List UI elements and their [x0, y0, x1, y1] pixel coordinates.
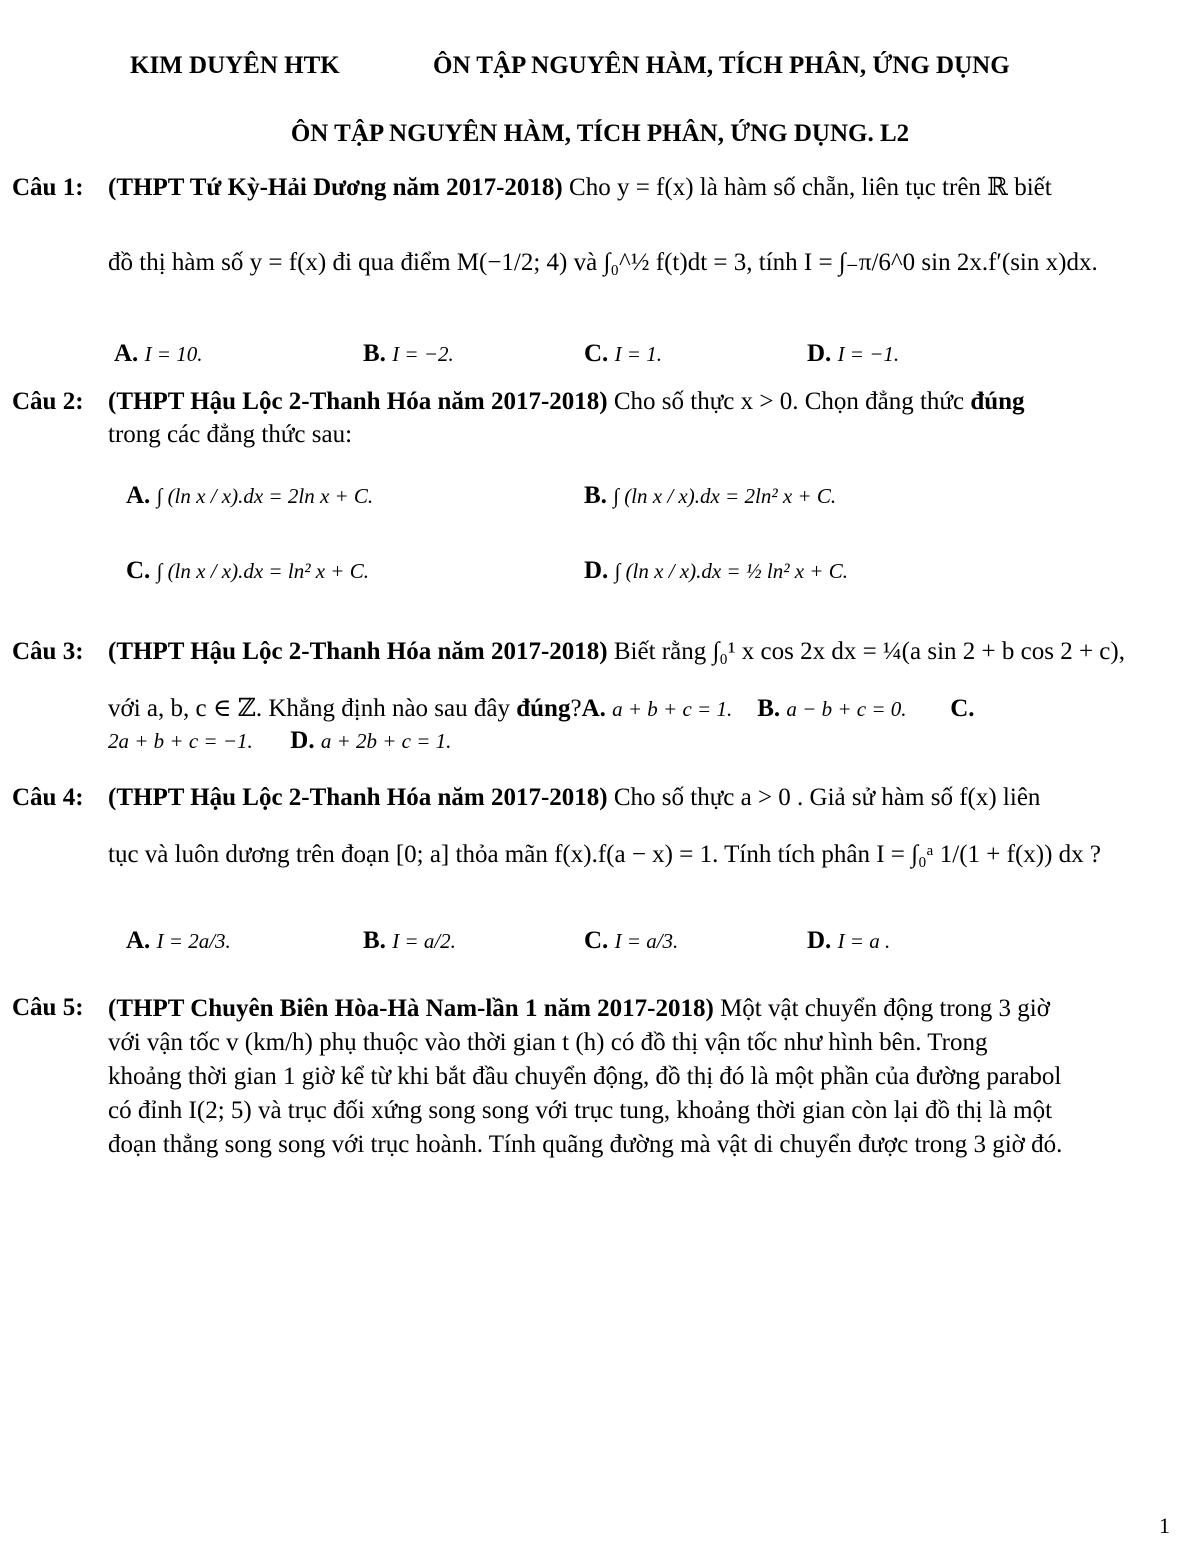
emphasis-word: đúng [970, 388, 1025, 415]
question-mark: ? [570, 694, 582, 722]
question-text-line: Biết rằng ∫₀¹ x cos 2x dx = ¼(a sin 2 + b cos 2 + c), [613, 638, 1125, 665]
option-value: ∫ (ln x / x).dx = ½ ln² x + C. [614, 559, 848, 583]
question-label: Câu 3: [12, 638, 84, 665]
option-value: a + b + c = 1. [612, 696, 733, 721]
option-key: C. [950, 694, 975, 722]
option-value: I = −1. [837, 342, 900, 366]
question-body [108, 386, 1172, 451]
question-body [108, 782, 1172, 871]
option-key: A. [581, 694, 606, 722]
option-key: A. [126, 927, 151, 954]
question-label: Câu 4: [12, 784, 84, 811]
question-text-line: Cho y = f(x) là hàm số chẵn, liên tục trên ℝ biết [569, 174, 1052, 201]
question-label: Câu 5: [12, 994, 84, 1021]
option-key: C. [584, 927, 609, 954]
option-key: B. [584, 482, 607, 509]
question-body [108, 636, 1172, 758]
header-author: KIM DUYÊN HTK [130, 52, 340, 79]
option-value: I = a . [837, 929, 891, 953]
emphasis-word: đúng [516, 694, 571, 722]
question-source: (THPT Chuyên Biên Hòa-Hà Nam-lần 1 năm 2017-2018) [108, 995, 714, 1022]
question-text-line: đồ thị hàm số y = f(x) đi qua điểm M(−1/2; 4) và ∫₀^½ f(t)dt = 3, tính I = ∫₋π/6^0 sin 2x.f′(sin x)dx. [108, 248, 1098, 276]
question-source: (THPT Hậu Lộc 2-Thanh Hóa năm 2017-2018) [108, 388, 608, 415]
option-key: B. [757, 694, 781, 722]
question-body [108, 992, 1172, 1162]
option-value: a − b + c = 0. [786, 696, 907, 721]
option-key: D. [807, 340, 832, 367]
option-key: A. [126, 482, 151, 509]
page-number: 1 [1159, 1513, 1170, 1538]
option-value: ∫ (ln x / x).dx = 2ln² x + C. [613, 484, 837, 508]
option-value: I = a/3. [614, 929, 679, 953]
question-text-line: với a, b, c ∈ ℤ. Khẳng định nào sau đây [108, 694, 510, 722]
question-source: (THPT Hậu Lộc 2-Thanh Hóa năm 2017-2018) [108, 638, 608, 665]
option-value: 2a + b + c = −1. [108, 729, 253, 753]
option-key: B. [363, 340, 386, 367]
question-text-line: Cho số thực x > 0. Chọn đẳng thức [613, 388, 965, 415]
question-text-line: tục và luôn dương trên đoạn [0; a] thỏa mãn f(x).f(a − x) = 1. Tính tích phân I = ∫₀ᵃ 1/(1 + f(x)) dx ? [108, 840, 1102, 868]
question-text-line: trong các đẳng thức sau: [108, 420, 353, 448]
option-value: ∫ (ln x / x).dx = 2ln x + C. [156, 484, 374, 508]
question-source: (THPT Tứ Kỳ-Hải Dương năm 2017-2018) [108, 174, 563, 201]
option-value: I = −2. [392, 342, 454, 366]
question-text-line: có đỉnh I(2; 5) và trục đối xứng song song với trục tung, khoảng thời gian còn lại đồ thị là một [108, 1097, 1053, 1124]
option-key: C. [584, 340, 609, 367]
option-key: B. [363, 927, 386, 954]
option-key: A. [114, 340, 139, 367]
question-text-line: khoảng thời gian 1 giờ kể từ khi bắt đầu chuyển động, đồ thị đó là một phần của đường parabol [108, 1063, 1062, 1090]
option-value: ∫ (ln x / x).dx = ln² x + C. [156, 559, 369, 583]
question-label: Câu 2: [12, 388, 84, 415]
option-key: D. [584, 557, 609, 584]
option-key: C. [126, 557, 151, 584]
option-key: D. [807, 927, 832, 954]
option-value: I = 2a/3. [156, 929, 231, 953]
option-value: I = 10. [144, 342, 203, 366]
question-text-line: với vận tốc v (km/h) phụ thuộc vào thời gian t (h) có đồ thị vận tốc như hình bên. Trong [108, 1029, 988, 1056]
question-body [108, 172, 1172, 279]
question-label: Câu 1: [12, 174, 84, 201]
header-topic: ÔN TẬP NGUYÊN HÀM, TÍCH PHÂN, ỨNG DỤNG [433, 52, 1010, 79]
question-text-line: đoạn thẳng song song với trục hoành. Tính quãng đường mà vật di chuyển được trong 3 giờ đó. [108, 1131, 1063, 1158]
question-source: (THPT Hậu Lộc 2-Thanh Hóa năm 2017-2018) [108, 784, 608, 811]
document-title: ÔN TẬP NGUYÊN HÀM, TÍCH PHÂN, ỨNG DỤNG. L2 [290, 120, 910, 147]
question-text-line: Một vật chuyển động trong 3 giờ [720, 995, 1050, 1022]
option-value: I = 1. [614, 342, 662, 366]
option-key: D. [290, 727, 315, 754]
option-value: I = a/2. [392, 929, 456, 953]
question-text-line: Cho số thực a > 0 . Giả sử hàm số f(x) liên [613, 784, 1041, 811]
option-value: a + 2b + c = 1. [320, 729, 452, 753]
